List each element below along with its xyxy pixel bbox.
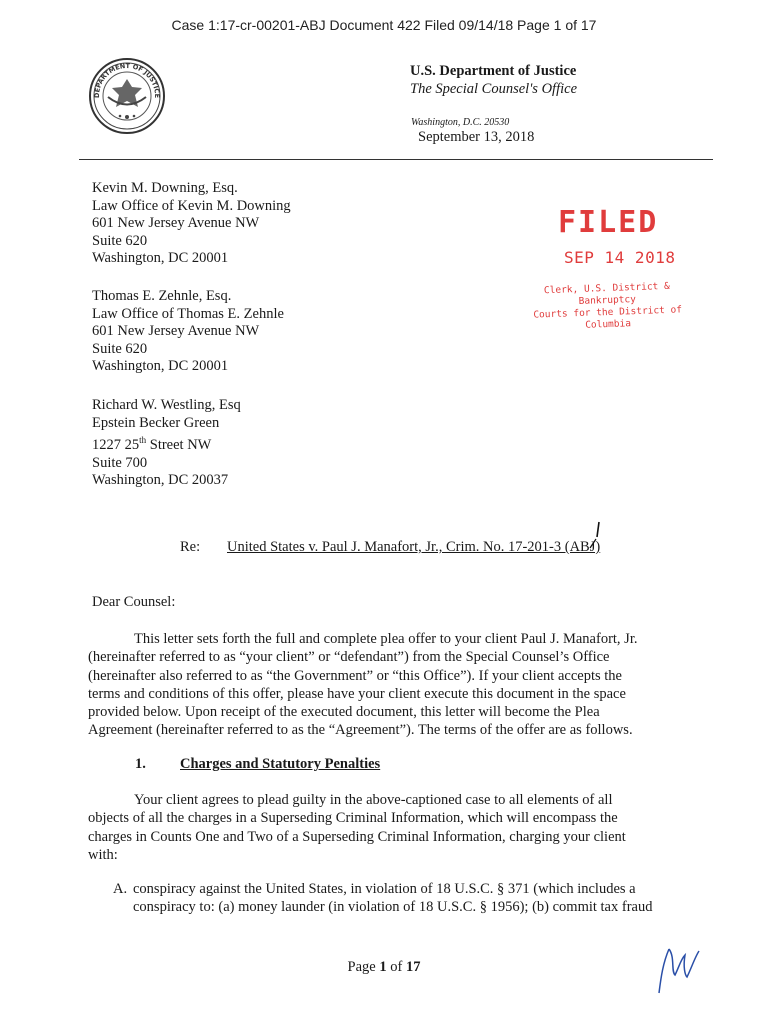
case-header: Case 1:17-cr-00201-ABJ Document 422 Filed 09/14/18 Page 1 of 17 [171, 17, 597, 33]
address-line: Washington, DC 20001 [92, 358, 229, 375]
addressee-zehnle [92, 288, 284, 376]
paragraph-line: (hereinafter also referred to as “the Government” or “this Office”). If your client accepts the [88, 667, 622, 684]
address-line: Suite 620 [92, 232, 148, 249]
re-case-caption: United States v. Paul J. Manafort, Jr., Crim. No. 17-201-3 (ABJ) [227, 539, 601, 555]
section-heading [135, 756, 380, 773]
address-line-street: 1227 25th Street NW [92, 435, 212, 454]
re-line [180, 539, 600, 556]
address-line: Suite 700 [92, 454, 148, 471]
filed-stamp-date: SEP 14 2018 [564, 248, 676, 267]
department-city: Washington, D.C. 20530 [411, 117, 510, 128]
page-footer: Page 1 of 17 [347, 959, 421, 975]
address-line: Richard W. Westling, Esq [92, 397, 241, 413]
department-name: U.S. Department of Justice [410, 63, 577, 79]
section-paragraph [88, 791, 668, 864]
filed-stamp-clerk [519, 280, 696, 334]
seal-lettering: DEPARTMENT OF JUSTICE [92, 61, 162, 99]
address-line: 601 New Jersey Avenue NW [92, 215, 260, 232]
handwritten-initials-icon [655, 945, 701, 997]
paragraph-line: Your client agrees to plead guilty in the above-captioned case to all elements of all [134, 792, 613, 808]
section-title: Charges and Statutory Penalties [180, 756, 381, 772]
paragraph-line: terms and conditions of this offer, please have your client execute this document in the space [88, 685, 626, 702]
addressee-westling [92, 397, 241, 490]
clerk-line: Courts for the District of Columbia [533, 304, 683, 331]
address-line: Law Office of Kevin M. Downing [92, 197, 291, 214]
department-office: The Special Counsel's Office [410, 81, 578, 97]
salutation: Dear Counsel: [92, 594, 176, 610]
re-label: Re: [180, 539, 201, 555]
header-divider [79, 159, 713, 160]
paragraph-line: with: [88, 846, 118, 863]
paragraph-line: (hereinafter referred to as “your client” or “defendant”) from the Special Counsel’s Office [88, 649, 610, 666]
address-line: Epstein Becker Green [92, 414, 220, 431]
list-marker: A. [113, 881, 128, 897]
address-line: Kevin M. Downing, Esq. [92, 180, 238, 196]
paragraph-line: This letter sets forth the full and complete plea offer to your client Paul J. Manafort, Jr. [134, 631, 638, 647]
paragraph-line: Agreement (hereinafter referred to as the “Agreement”). The terms of the offer are as follows. [88, 722, 633, 739]
address-line: Suite 620 [92, 340, 148, 357]
address-line: Washington, DC 20001 [92, 250, 229, 267]
list-line: conspiracy to: (a) money launder (in violation of 18 U.S.C. § 1956); (b) commit tax fraud [133, 899, 653, 916]
handwritten-correction-icon [587, 521, 603, 549]
address-line: Thomas E. Zehnle, Esq. [92, 288, 232, 304]
addressee-downing [92, 180, 291, 268]
address-line: Law Office of Thomas E. Zehnle [92, 305, 284, 322]
address-line: 601 New Jersey Avenue NW [92, 323, 260, 340]
paragraph-line: objects of all the charges in a Superseding Criminal Information, which will encompass the [88, 810, 618, 827]
section-number: 1. [135, 756, 146, 772]
clerk-line: Clerk, U.S. District & Bankruptcy [543, 280, 670, 307]
doj-seal-icon [88, 57, 166, 135]
paragraph-line: provided below. Upon receipt of the executed document, this letter will become the Plea [88, 704, 600, 721]
page-total: 17 [405, 959, 421, 975]
intro-paragraph [88, 630, 668, 740]
address-line: Washington, DC 20037 [92, 472, 229, 489]
page-number: 1 [379, 959, 387, 975]
filed-stamp-title: FILED [558, 205, 659, 240]
charge-item-a [113, 880, 652, 917]
department-block [410, 62, 577, 98]
list-line: conspiracy against the United States, in violation of 18 U.S.C. § 371 (which includes a [133, 881, 636, 897]
letter-date: September 13, 2018 [418, 129, 535, 145]
paragraph-line: charges in Counts One and Two of a Superseding Criminal Information, charging your client [88, 828, 626, 845]
